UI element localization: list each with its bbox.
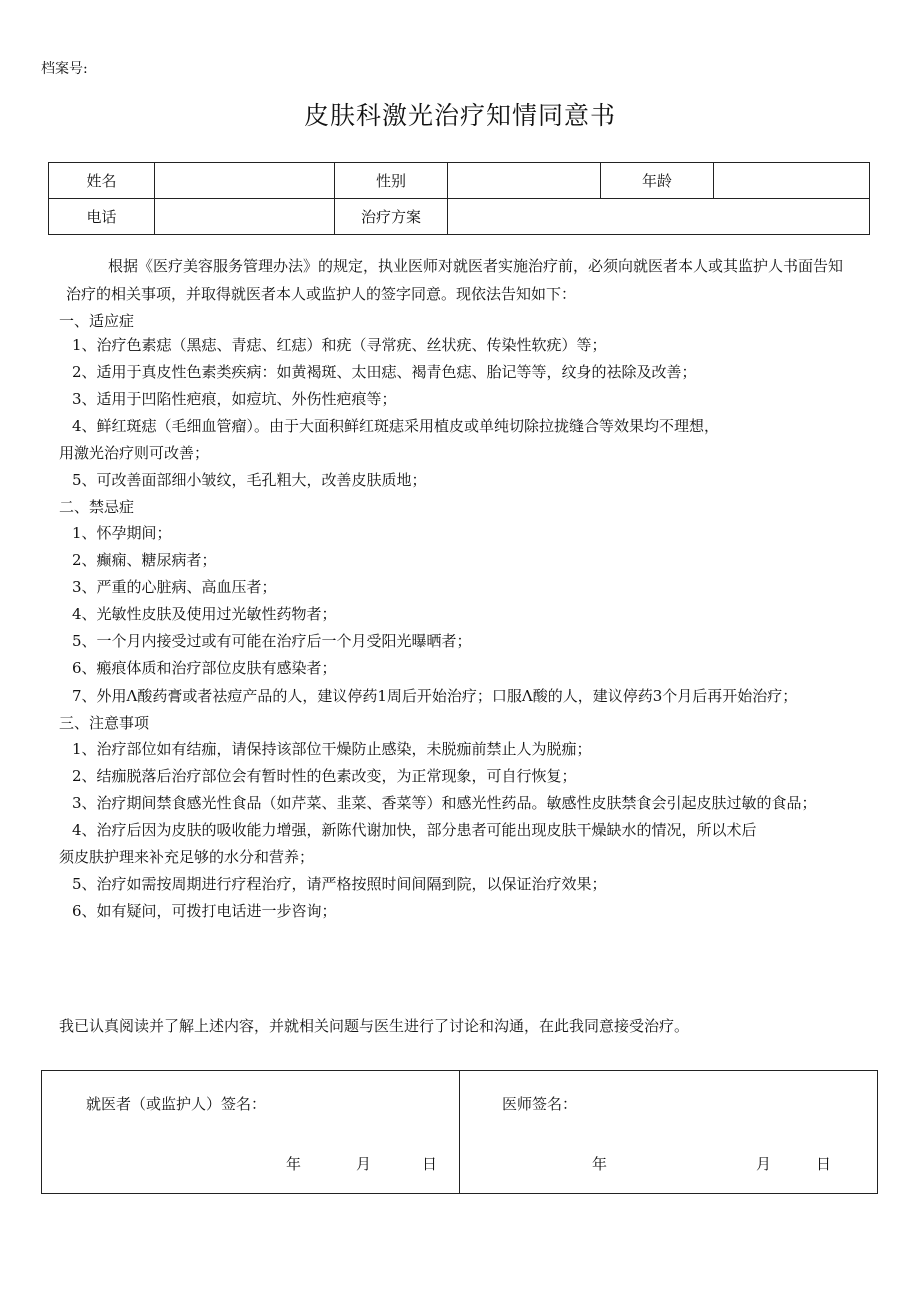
doctor-date-year: 年 xyxy=(592,1155,608,1173)
indication-item: 4、鲜红斑痣（毛细血管瘤）。由于大面积鲜红斑痣采用植皮或单纯切除拉拢缝合等效果均不理想， xyxy=(72,417,720,435)
contraindication-item: 2、癫痫、糖尿病者； xyxy=(72,551,217,569)
gender-field[interactable] xyxy=(448,163,601,199)
info-row-1 xyxy=(49,163,870,199)
indication-item: 3、适用于凹陷性疤痕，如痘坑、外伤性疤痕等； xyxy=(72,390,397,408)
patient-signature-cell[interactable] xyxy=(42,1071,460,1194)
precaution-item: 2、结痂脱落后治疗部位会有暂时性的色素改变，为正常现象，可自行恢复； xyxy=(72,767,577,785)
contraindication-item: 6、瘢痕体质和治疗部位皮肤有感染者； xyxy=(72,659,337,677)
patient-signature-label: 就医者（或监护人）签名： xyxy=(86,1095,267,1113)
contraindication-item: 1、怀孕期间； xyxy=(72,524,172,542)
patient-date-year: 年 xyxy=(286,1155,302,1173)
archive-number-label: 档案号: xyxy=(41,61,88,77)
info-row-2 xyxy=(49,199,870,235)
precaution-item-continued: 须皮肤护理来补充足够的水分和营养； xyxy=(59,848,315,866)
contraindication-item: 4、光敏性皮肤及使用过光敏性药物者； xyxy=(72,605,337,623)
age-label: 年龄 xyxy=(601,163,714,199)
name-label: 姓名 xyxy=(49,163,155,199)
section-contraindications-title: 二、禁忌症 xyxy=(59,498,135,516)
contraindication-item: 5、一个月内接受过或有可能在治疗后一个月受阳光曝晒者； xyxy=(72,632,472,650)
section-precautions-title: 三、注意事项 xyxy=(59,714,150,732)
name-field[interactable] xyxy=(155,163,335,199)
intro-paragraph-line: 治疗的相关事项，并取得就医者本人或监护人的签字同意。现依法告知如下： xyxy=(66,285,577,303)
section-indications-title: 一、适应症 xyxy=(59,312,135,330)
precaution-item: 4、治疗后因为皮肤的吸收能力增强，新陈代谢加快，部分患者可能出现皮肤干燥缺水的情况，所以术后 xyxy=(72,821,757,839)
gender-label: 性别 xyxy=(335,163,448,199)
indication-item: 5、可改善面部细小皱纹，毛孔粗大，改善皮肤质地； xyxy=(72,471,427,489)
doctor-date-month: 月 xyxy=(756,1155,772,1173)
patient-date-month: 月 xyxy=(356,1155,372,1173)
indication-item-continued: 用激光治疗则可改善； xyxy=(59,444,210,462)
precaution-item: 6、如有疑问，可拨打电话进一步咨询； xyxy=(72,902,337,920)
contraindication-item: 3、严重的心脏病、高血压者； xyxy=(72,578,277,596)
plan-label: 治疗方案 xyxy=(335,199,448,235)
doctor-signature-label: 医师签名： xyxy=(502,1095,578,1113)
signature-table xyxy=(41,1070,878,1194)
consent-statement: 我已认真阅读并了解上述内容，并就相关问题与医生进行了讨论和沟通，在此我同意接受治疗。 xyxy=(59,1017,690,1035)
precaution-item: 3、治疗期间禁食感光性食品（如芹菜、韭菜、香菜等）和感光性药品。敏感性皮肤禁食会引起皮肤过敏的食品； xyxy=(72,794,817,812)
precaution-item: 5、治疗如需按周期进行疗程治疗，请严格按照时间间隔到院，以保证治疗效果； xyxy=(72,875,607,893)
precaution-item: 1、治疗部位如有结痂，请保持该部位干燥防止感染，未脱痂前禁止人为脱痂； xyxy=(72,740,592,758)
phone-field[interactable] xyxy=(155,199,335,235)
age-field[interactable] xyxy=(714,163,870,199)
patient-date-day: 日 xyxy=(422,1155,438,1173)
plan-field[interactable] xyxy=(448,199,870,235)
document-title: 皮肤科激光治疗知情同意书 xyxy=(303,101,616,130)
indication-item: 1、治疗色素痣（黑痣、青痣、红痣）和疣（寻常疣、丝状疣、传染性软疣）等； xyxy=(72,336,607,354)
intro-paragraph-line: 根据《医疗美容服务管理办法》的规定，执业医师对就医者实施治疗前，必须向就医者本人或其监护人书面告知 xyxy=(108,257,844,275)
indication-item: 2、适用于真皮性色素类疾病：如黄褐斑、太田痣、褐青色痣、胎记等等，纹身的祛除及改善； xyxy=(72,363,697,381)
patient-info-table xyxy=(48,162,870,235)
contraindication-item: 7、外用Λ酸药膏或者祛痘产品的人，建议停药1周后开始治疗；口服Λ酸的人，建议停药3个月后再开始治疗； xyxy=(72,687,798,705)
doctor-signature-cell[interactable] xyxy=(460,1071,878,1194)
phone-label: 电话 xyxy=(49,199,155,235)
doctor-date-day: 日 xyxy=(816,1155,832,1173)
